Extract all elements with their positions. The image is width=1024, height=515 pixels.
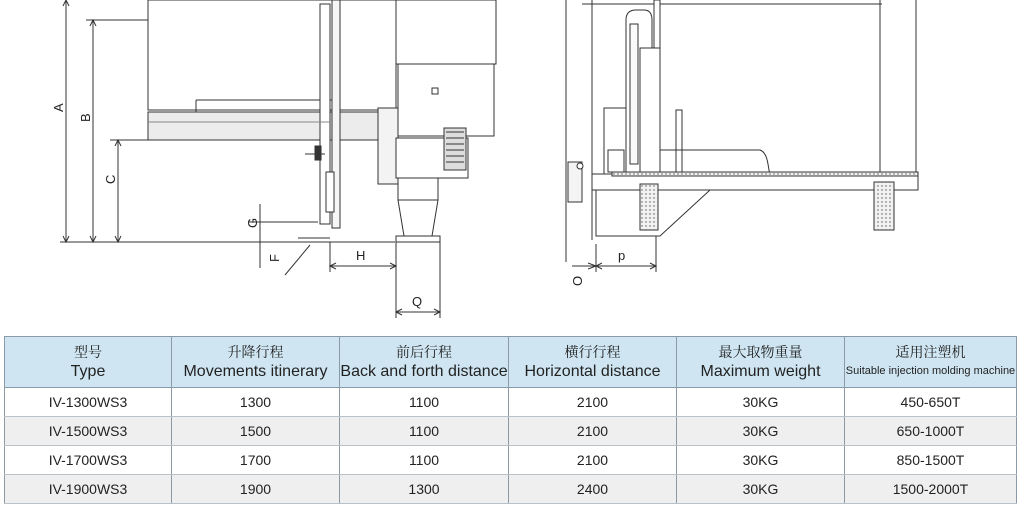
cell-back-forth: 1100 [340, 388, 509, 417]
cell-type: IV-1500WS3 [5, 417, 172, 446]
spec-table [4, 336, 1017, 504]
dim-label-b: B [78, 113, 93, 122]
cell-type: IV-1700WS3 [5, 446, 172, 475]
header-movements: 升降行程 Movements itinerary [172, 337, 340, 388]
dim-label-p: p [618, 248, 626, 263]
cell-max-weight: 30KG [677, 446, 845, 475]
dim-label-h: H [356, 248, 366, 263]
cell-horizontal: 2400 [509, 475, 677, 504]
cell-back-forth: 1100 [340, 446, 509, 475]
table-header-row [5, 337, 1017, 388]
table-row [5, 388, 1017, 417]
dim-label-f: F [267, 254, 282, 262]
header-machine: 适用注塑机 Suitable injection molding machine [845, 337, 1017, 388]
cell-max-weight: 30KG [677, 417, 845, 446]
cell-horizontal: 2100 [509, 446, 677, 475]
cell-back-forth: 1300 [340, 475, 509, 504]
table-row [5, 475, 1017, 504]
cell-max-weight: 30KG [677, 388, 845, 417]
side-view [60, 0, 496, 318]
cell-movements: 1700 [172, 446, 340, 475]
table-row [5, 446, 1017, 475]
header-max-weight: 最大取物重量 Maximum weight [677, 337, 845, 388]
cell-horizontal: 2100 [509, 388, 677, 417]
dim-label-g: G [245, 217, 260, 228]
cell-machine: 650-1000T [845, 417, 1017, 446]
dim-label-c: C [103, 174, 118, 184]
dim-label-o: O [570, 275, 585, 286]
cell-type: IV-1900WS3 [5, 475, 172, 504]
front-view [566, 0, 918, 272]
header-back-forth: 前后行程 Back and forth distance [340, 337, 509, 388]
cell-movements: 1900 [172, 475, 340, 504]
cell-machine: 450-650T [845, 388, 1017, 417]
header-horizontal: 横行行程 Horizontal distance [509, 337, 677, 388]
cell-horizontal: 2100 [509, 417, 677, 446]
header-type: 型号 Type [5, 337, 172, 388]
cell-type: IV-1300WS3 [5, 388, 172, 417]
cell-machine: 850-1500T [845, 446, 1017, 475]
cell-movements: 1500 [172, 417, 340, 446]
cell-machine: 1500-2000T [845, 475, 1017, 504]
dim-label-a: A [51, 103, 66, 112]
cell-max-weight: 30KG [677, 475, 845, 504]
cell-back-forth: 1100 [340, 417, 509, 446]
cell-movements: 1300 [172, 388, 340, 417]
table-row [5, 417, 1017, 446]
dim-label-q: Q [412, 294, 423, 309]
